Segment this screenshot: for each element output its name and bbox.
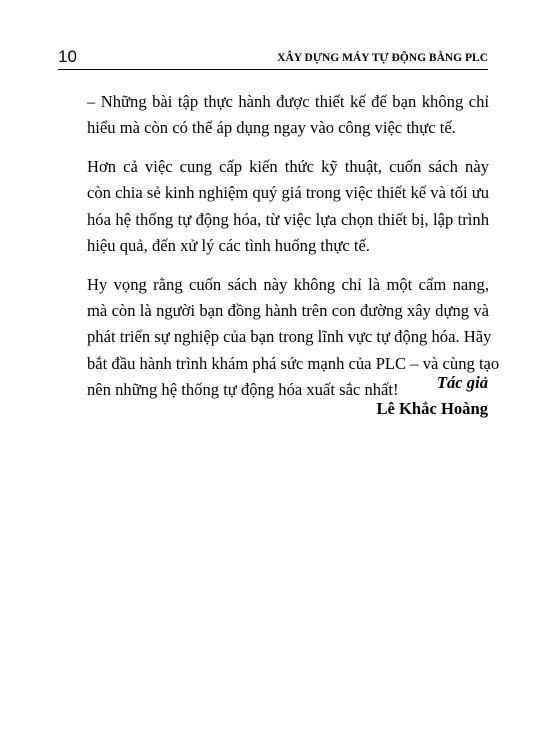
author-role: Tác giả [436, 373, 488, 392]
header-rule [58, 69, 488, 70]
body-text [58, 89, 500, 416]
text-line: nên những hệ thống tự động hóa xuất sắc nhất! [87, 379, 399, 399]
paragraph-2 [58, 154, 489, 259]
text-line: phát triển sự nghiệp của bạn trong lĩnh vực tự động hóa. Hãy [87, 327, 492, 347]
text-line: còn chia sẻ kinh nghiệm quý giá trong việc thiết kế và tối ưu [87, 183, 490, 203]
text-line: bắt đầu hành trình khám phá sức mạnh của PLC – và cùng tạo [87, 353, 500, 373]
text-line: – Những bài tập thực hành được thiết kế để bạn không chỉ [87, 92, 489, 111]
text-line: hiểu mà còn có thể áp dụng ngay vào công việc thực tế. [87, 118, 456, 138]
text-line: hiệu quả, đến xử lý các tình huống thực tế. [87, 235, 370, 255]
text-line: Hy vọng rằng cuốn sách này không chỉ là một cẩm nang, [87, 274, 489, 294]
author-name: Lê Khắc Hoàng [376, 399, 488, 419]
text-line: mà còn là người bạn đồng hành trên con đường xây dựng và [87, 301, 489, 321]
page-number: 10 [58, 47, 77, 66]
text-line: Hơn cả việc cung cấp kiến thức kỹ thuật, cuốn sách này [87, 157, 489, 177]
paragraph-1 [58, 89, 489, 142]
running-title: XÂY DỰNG MÁY TỰ ĐỘNG BẰNG PLC [277, 52, 488, 64]
text-line: hóa hệ thống tự động hóa, từ việc lựa chọn thiết bị, lập trình [87, 209, 489, 229]
signature [376, 370, 488, 423]
